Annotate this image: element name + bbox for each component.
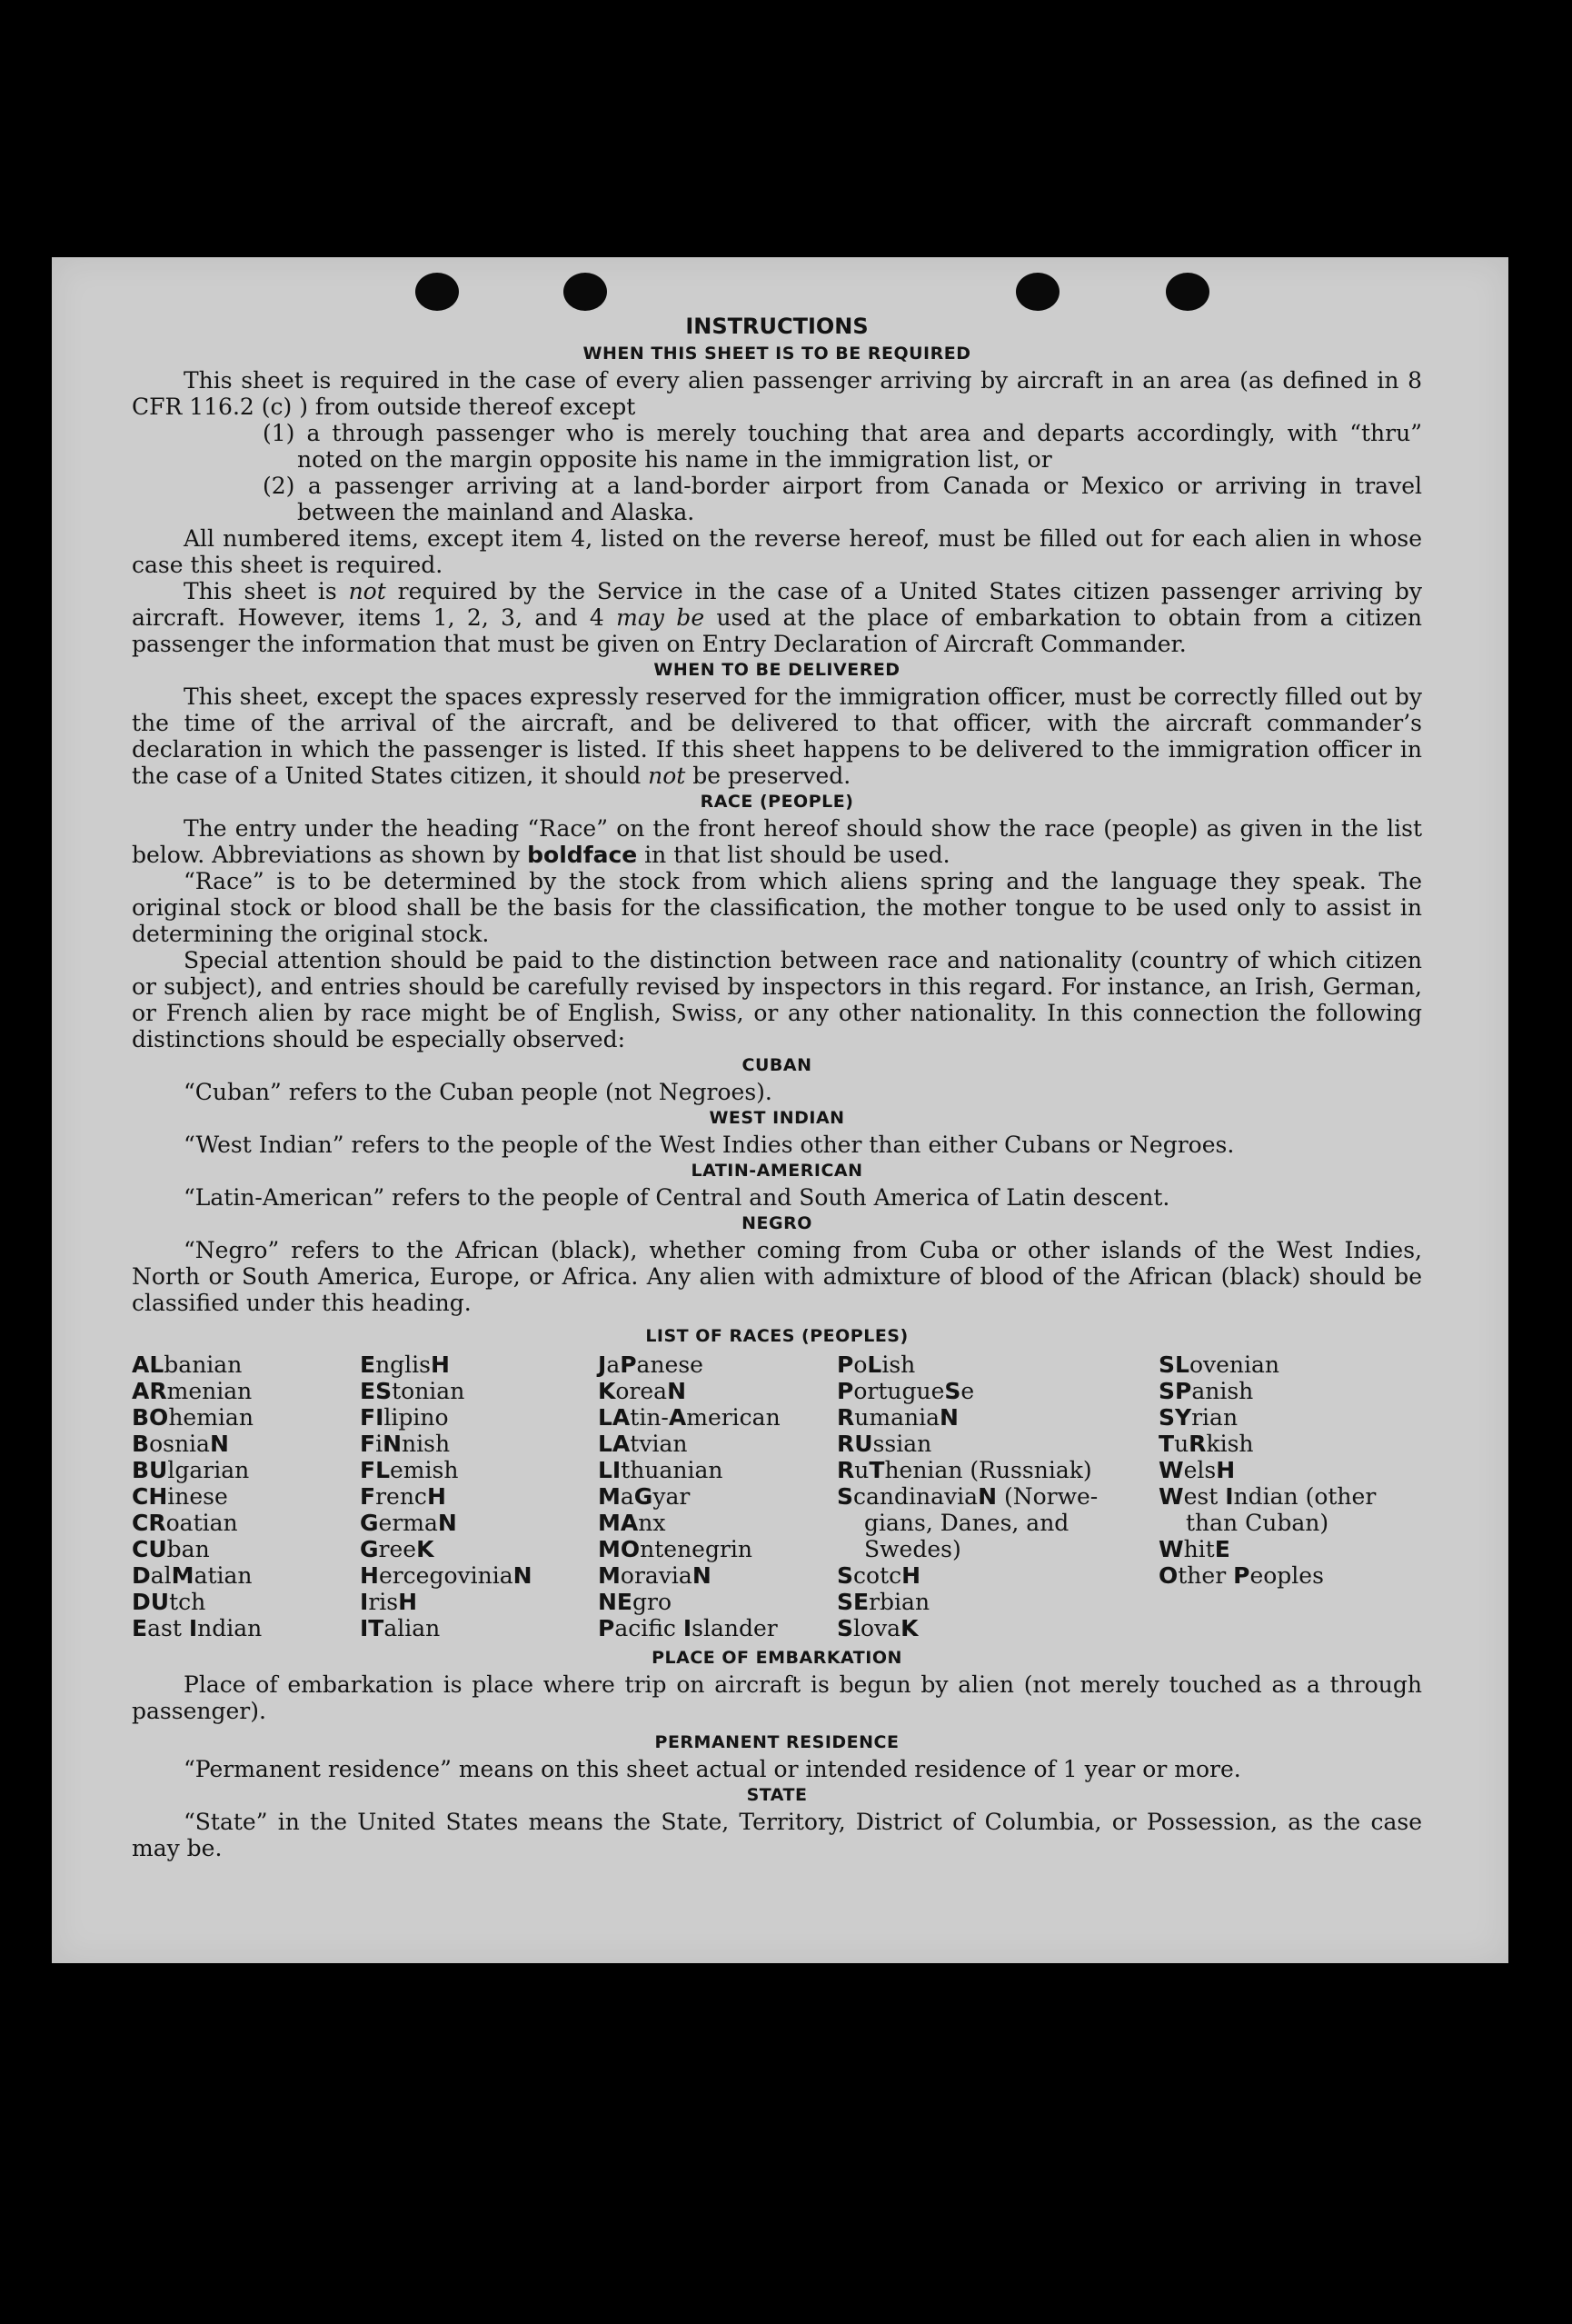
- heading-list-of-races: LIST OF RACES (PEOPLES): [645, 1326, 909, 1346]
- paragraph: “Negro” refers to the African (black), whether coming from Cuba or other islands of the West Indies, North or South America, Europe, or Africa. Any alien with admixture of blood of the African (black) should be classified under this heading.: [132, 1237, 1422, 1316]
- race-entry: EStonian: [360, 1378, 465, 1404]
- race-entry: LIthuanian: [598, 1457, 723, 1483]
- paragraph: “West Indian” refers to the people of the West Indies other than either Cubans or Negroes.: [184, 1132, 1235, 1158]
- race-entry: WelsH: [1159, 1457, 1236, 1483]
- race-entry: SPanish: [1159, 1378, 1254, 1404]
- race-entry: SYrian: [1159, 1404, 1239, 1431]
- race-entry: Other Peoples: [1159, 1562, 1324, 1589]
- punch-hole: [1016, 273, 1060, 311]
- race-entry: GermaN: [360, 1510, 457, 1536]
- race-entry: KoreaN: [598, 1378, 687, 1404]
- race-entry: CRoatian: [132, 1510, 238, 1536]
- heading-race: RACE (PEOPLE): [700, 792, 854, 812]
- race-entry: ScotcH: [837, 1562, 921, 1589]
- race-entry: CUban: [132, 1536, 210, 1562]
- race-entry: than Cuban): [1186, 1510, 1329, 1536]
- paragraph: This sheet is not required by the Service in the case of a United States citizen passenger arriving by aircraft. However, items 1, 2, 3, and 4 may be used at the place of embarkation to obtain from a citizen passenger the information that must be given on Entry Declaration of Aircraft Commander.: [132, 578, 1422, 657]
- exception-item: (2) a passenger arriving at a land-border airport from Canada or Mexico or arriving in travel between the mainland and Alaska.: [263, 473, 1422, 525]
- paragraph: This sheet, except the spaces expressly reserved for the immigration officer, must be correctly filled out by the time of the arrival of the aircraft, and be delivered to that officer, with the aircraft commander’s declaration in which the passenger is listed. If this sheet happens to be delivered to the immigration officer in the case of a United States citizen, it should not be preserved.: [132, 683, 1422, 789]
- race-entry: NEgro: [598, 1589, 672, 1615]
- heading-west-indian: WEST INDIAN: [709, 1108, 845, 1128]
- race-entry: BosniaN: [132, 1431, 229, 1457]
- race-entry: SLovenian: [1159, 1352, 1280, 1378]
- race-entry: Swedes): [864, 1536, 961, 1562]
- paragraph: All numbered items, except item 4, listed on the reverse hereof, must be filled out for each alien in whose case this sheet is required.: [132, 525, 1422, 578]
- race-entry: FIlipino: [360, 1404, 449, 1431]
- race-entry: LAtin-American: [598, 1404, 781, 1431]
- race-entry: DUtch: [132, 1589, 206, 1615]
- race-entry: FLemish: [360, 1457, 459, 1483]
- heading-when-delivered: WHEN TO BE DELIVERED: [653, 660, 900, 680]
- race-entry: LAtvian: [598, 1431, 688, 1457]
- punch-hole: [563, 273, 607, 311]
- race-entry: BOhemian: [132, 1404, 254, 1431]
- instruction-sheet: [52, 257, 1508, 1963]
- paragraph: The entry under the heading “Race” on the front hereof should show the race (people) as given in the list below. Abbreviations as shown by boldface in that list should be used.: [132, 815, 1422, 868]
- race-column: [837, 1352, 1159, 1641]
- race-entry: East Indian: [132, 1615, 263, 1641]
- race-entry: EnglisH: [360, 1352, 450, 1378]
- race-entry: PortugueSe: [837, 1378, 975, 1404]
- paragraph: “State” in the United States means the State, Territory, District of Columbia, or Possession, as the case may be.: [132, 1809, 1422, 1861]
- race-column: [1159, 1352, 1422, 1641]
- race-entry: CHinese: [132, 1483, 228, 1510]
- paragraph: Special attention should be paid to the distinction between race and nationality (country of which citizen or subject), and entries should be carefully revised by inspectors in this regard. For instance, an Irish, German, or French alien by race might be of English, Swiss, or any other nationality. In this connection the following distinctions should be especially observed:: [132, 947, 1422, 1052]
- paragraph: “Latin-American” refers to the people of Central and South America of Latin descent.: [184, 1184, 1170, 1211]
- race-entry: ARmenian: [132, 1378, 253, 1404]
- race-entry: WhitE: [1159, 1536, 1230, 1562]
- paragraph: “Race” is to be determined by the stock from which aliens spring and the language they speak. The original stock or blood shall be the basis for the classification, the mother tongue to be used only to assist in determining the original stock.: [132, 868, 1422, 947]
- race-entry: SErbian: [837, 1589, 930, 1615]
- race-entry: ALbanian: [132, 1352, 243, 1378]
- race-entry: Pacific Islander: [598, 1615, 778, 1641]
- race-list: [132, 1352, 1422, 1641]
- exception-item: (1) a through passenger who is merely touching that area and departs accordingly, with “thru” noted on the margin opposite his name in the immigration list, or: [263, 420, 1422, 473]
- race-entry: SlovaK: [837, 1615, 919, 1641]
- paragraph: This sheet is required in the case of every alien passenger arriving by aircraft in an area (as defined in 8 CFR 116.2 (c) ) from outside thereof except: [132, 367, 1422, 420]
- race-entry: HercegoviniaN: [360, 1562, 532, 1589]
- paragraph: “Cuban” refers to the Cuban people (not Negroes).: [184, 1079, 772, 1105]
- race-entry: RumaniaN: [837, 1404, 959, 1431]
- paragraph: “Permanent residence” means on this sheet actual or intended residence of 1 year or more.: [184, 1756, 1241, 1782]
- race-entry: RUssian: [837, 1431, 932, 1457]
- page-title: INSTRUCTIONS: [685, 314, 869, 339]
- race-entry: MAnx: [598, 1510, 666, 1536]
- race-column: [360, 1352, 598, 1641]
- race-column: [132, 1352, 360, 1641]
- race-entry: RuThenian (Russniak): [837, 1457, 1092, 1483]
- race-entry: MOntenegrin: [598, 1536, 753, 1562]
- heading-when-required: WHEN THIS SHEET IS TO BE REQUIRED: [582, 344, 971, 364]
- race-entry: MaGyar: [598, 1483, 691, 1510]
- heading-latin-american: LATIN-AMERICAN: [691, 1161, 863, 1181]
- race-entry: IrisH: [360, 1589, 418, 1615]
- heading-embarkation: PLACE OF EMBARKATION: [652, 1648, 902, 1668]
- race-entry: gians, Danes, and: [864, 1510, 1070, 1536]
- race-entry: TuRkish: [1159, 1431, 1254, 1457]
- paragraph: Place of embarkation is place where trip on aircraft is begun by alien (not merely touched as a through passenger).: [132, 1671, 1422, 1724]
- race-entry: JaPanese: [598, 1352, 703, 1378]
- race-column: [598, 1352, 837, 1641]
- heading-cuban: CUBAN: [741, 1055, 812, 1075]
- race-entry: BUlgarian: [132, 1457, 250, 1483]
- race-entry: West Indian (other: [1159, 1483, 1377, 1510]
- race-entry: GreeK: [360, 1536, 434, 1562]
- punch-hole: [415, 273, 459, 311]
- race-entry: DalMatian: [132, 1562, 253, 1589]
- race-entry: ScandinaviaN (Norwe-: [837, 1483, 1099, 1510]
- heading-negro: NEGRO: [741, 1213, 812, 1233]
- race-entry: PoLish: [837, 1352, 916, 1378]
- heading-permanent-residence: PERMANENT RESIDENCE: [654, 1732, 900, 1752]
- race-entry: FrencH: [360, 1483, 446, 1510]
- race-entry: MoraviaN: [598, 1562, 711, 1589]
- heading-state: STATE: [746, 1785, 808, 1805]
- race-entry: ITalian: [360, 1615, 441, 1641]
- punch-hole: [1166, 273, 1209, 311]
- race-entry: FiNnish: [360, 1431, 451, 1457]
